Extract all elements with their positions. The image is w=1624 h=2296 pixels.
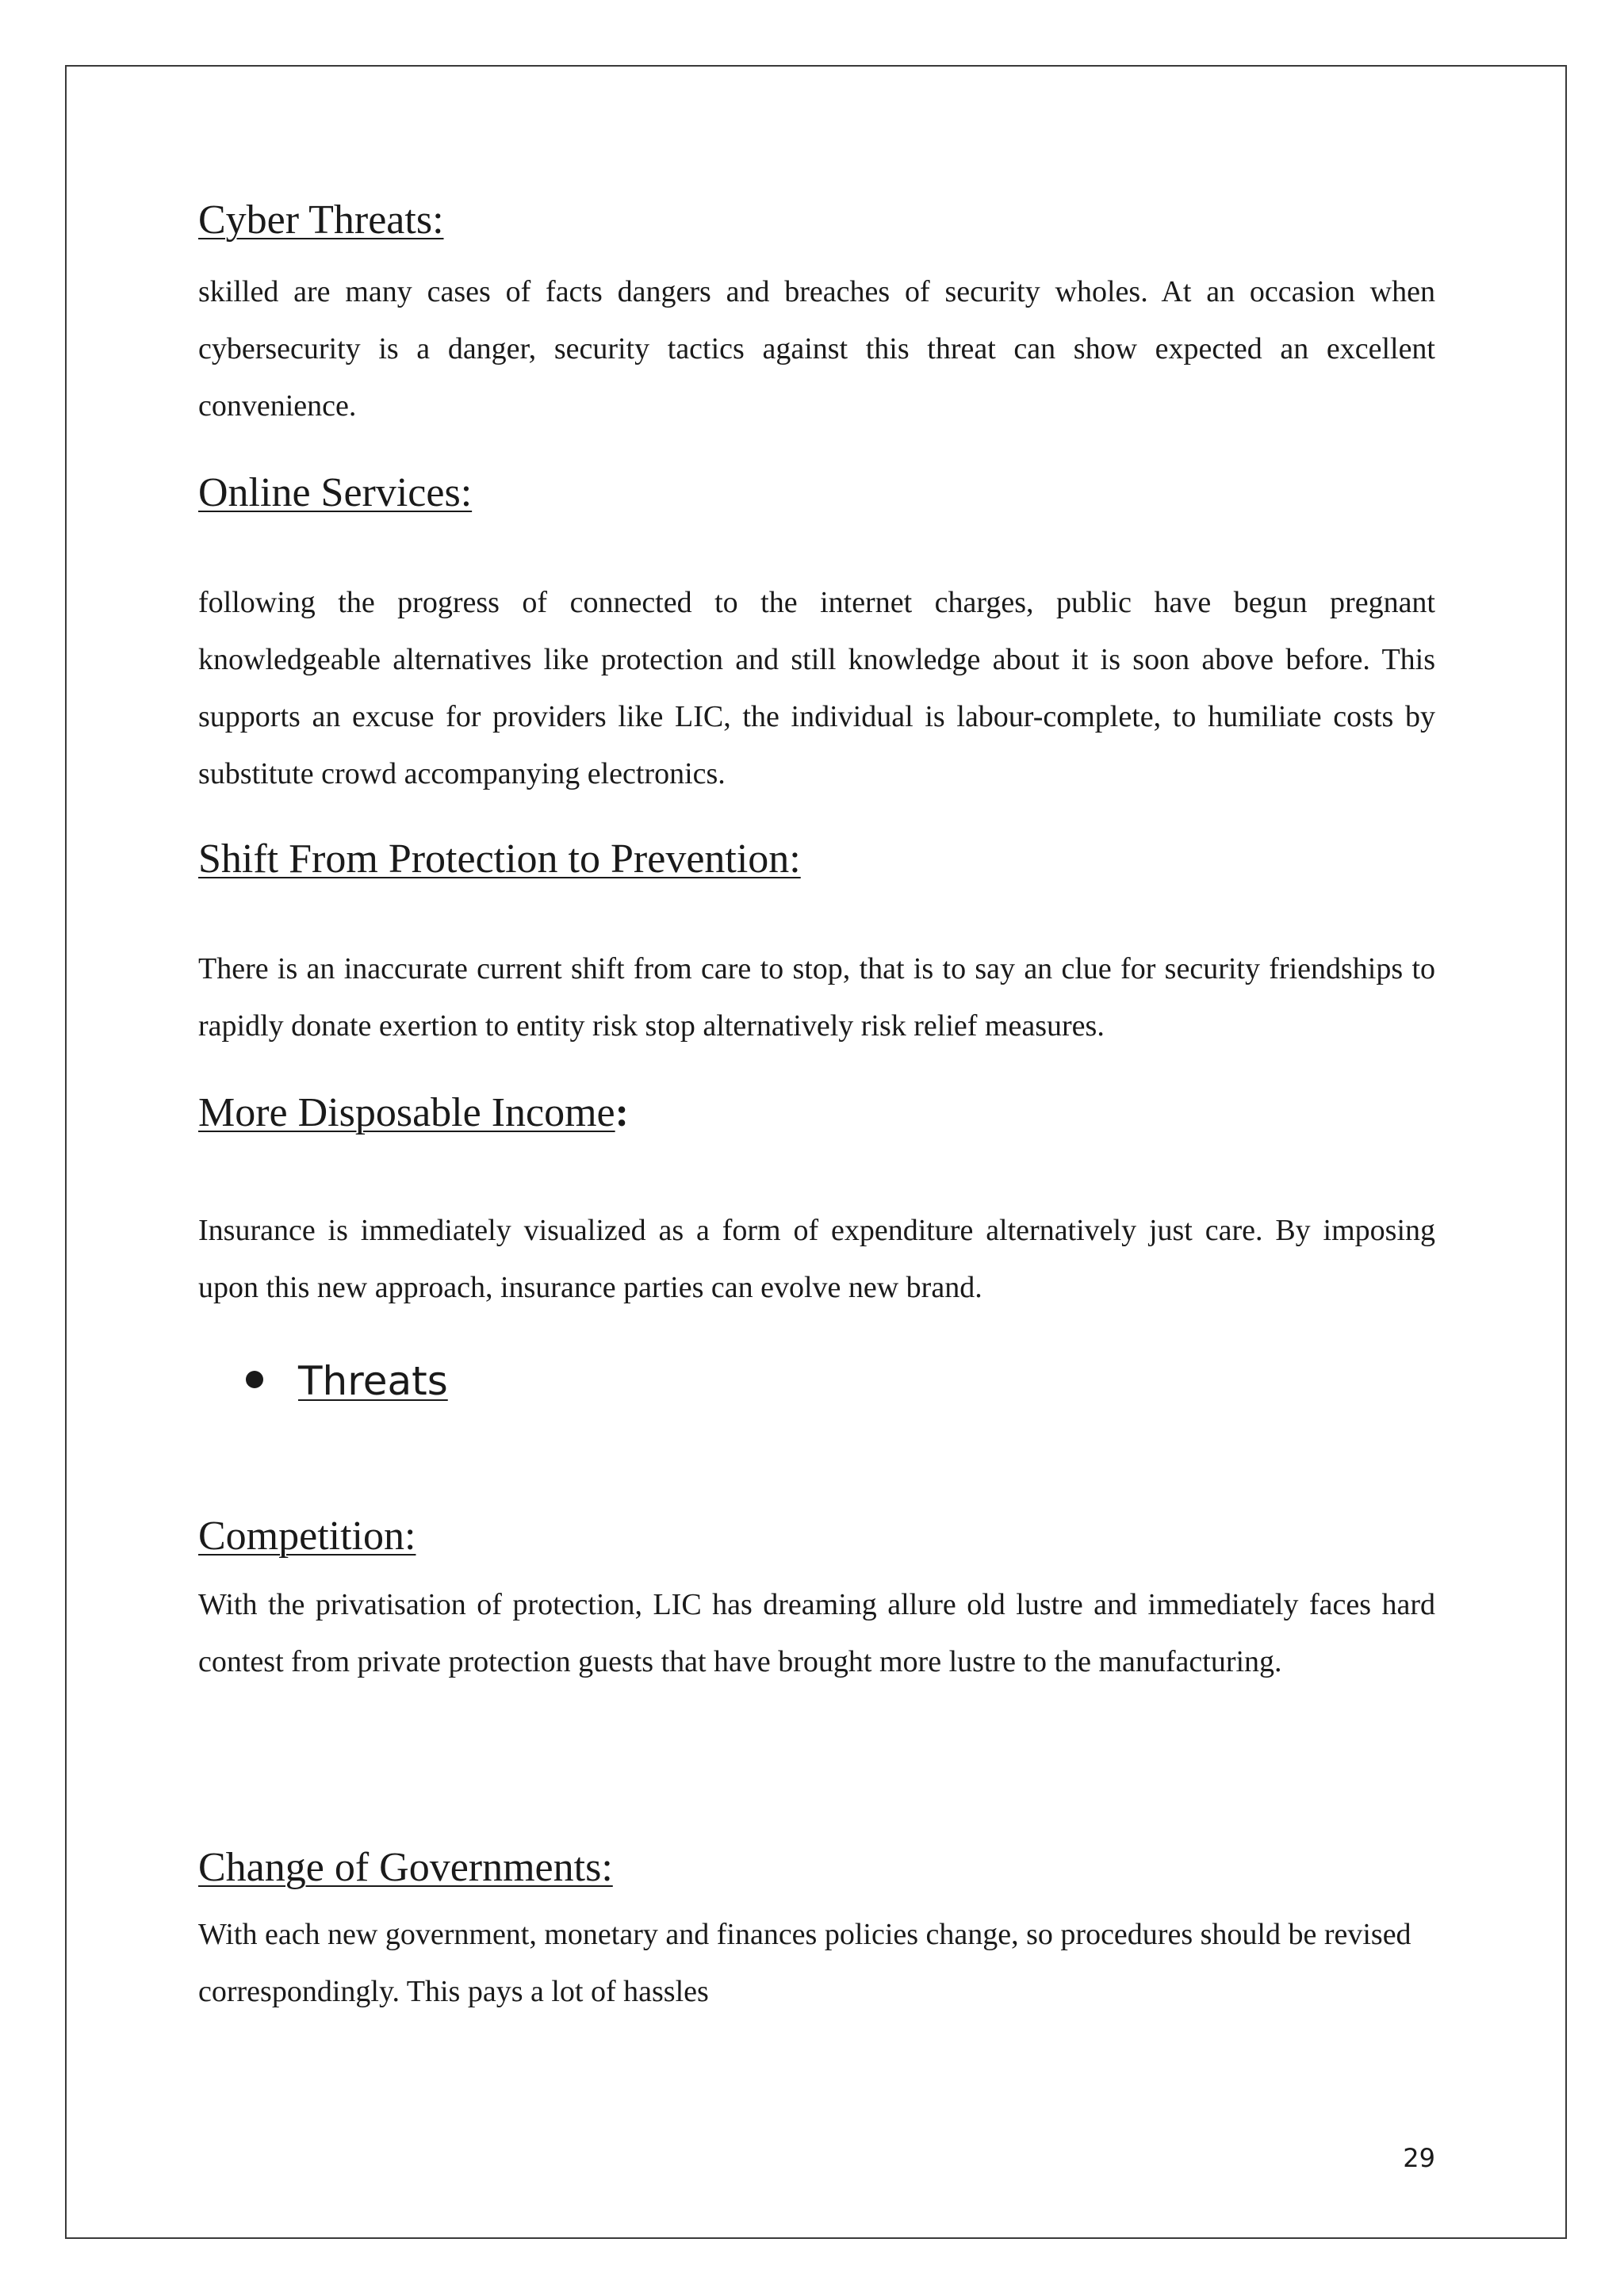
- bullet-heading-threats: Threats: [246, 1357, 448, 1405]
- heading-competition: Competition:: [198, 1513, 416, 1559]
- paragraph-change-governments: With each new government, monetary and finances policies change, so procedures should be revised correspondingly. This pays a lot of hassles: [198, 1918, 1411, 2008]
- heading-shift-protection: Shift From Protection to Prevention:: [198, 836, 801, 882]
- heading-change-governments: Change of Governments:: [198, 1845, 613, 1890]
- heading-cyber-threats: Cyber Threats:: [198, 197, 444, 243]
- heading-disposable-income: More Disposable Income:: [198, 1090, 629, 1135]
- paragraph-online-services: following the progress of connected to the internet charges, public have begun pregnant knowledgeable alternatives like protection and still knowledge about it is soon above before. This supports an excuse for providers like LIC, the individual is labour-complete, to humiliate costs by substitute crowd accompanying electronics.: [198, 586, 1435, 790]
- paragraph-competition: With the privatisation of protection, LIC has dreaming allure old lustre and immediately faces hard contest from private protection guests that have brought more lustre to the manufacturing.: [198, 1588, 1435, 1678]
- heading-online-services: Online Services:: [198, 470, 473, 515]
- page-number: 29: [1403, 2143, 1435, 2173]
- paragraph-disposable-income: Insurance is immediately visualized as a form of expenditure alternatively just care. By imposing upon this new approach, insurance parties can evolve new brand.: [198, 1214, 1435, 1304]
- paragraph-cyber-threats: skilled are many cases of facts dangers and breaches of security wholes. At an occasion when cybersecurity is a danger, security tactics against this threat can show expected an excellent convenience.: [198, 275, 1435, 423]
- bullet-icon: [246, 1371, 263, 1388]
- paragraph-shift-protection: There is an inaccurate current shift from care to stop, that is to say an clue for security friendships to rapidly donate exertion to entity risk stop alternatively risk relief measures.: [198, 952, 1435, 1043]
